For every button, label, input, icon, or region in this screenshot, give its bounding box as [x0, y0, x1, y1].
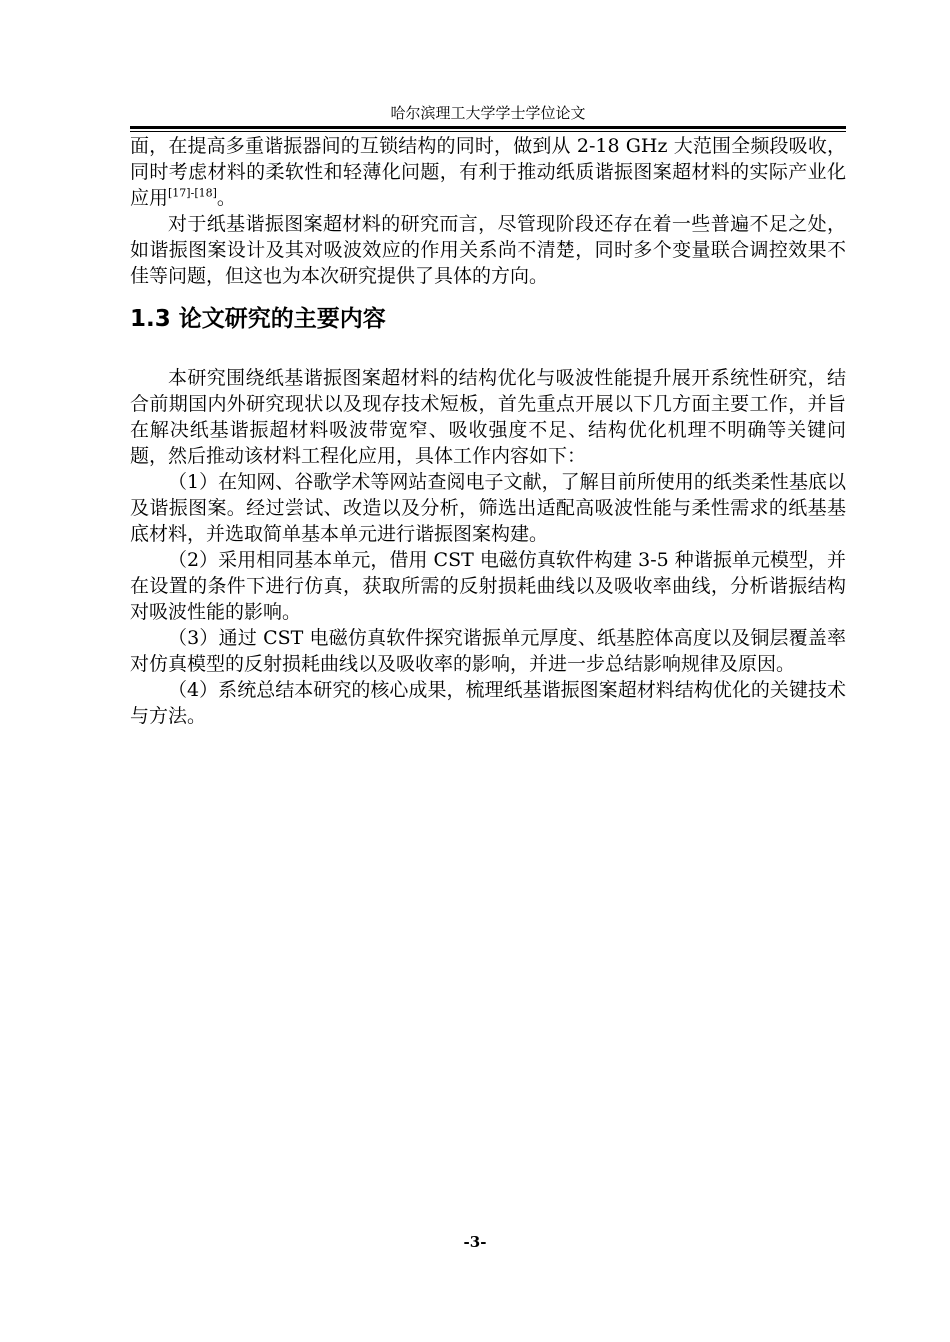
paragraph-section-intro: 本研究围绕纸基谐振图案超材料的结构优化与吸波性能提升展开系统性研究，结合前期国内外研究现状以及现存技术短板，首先重点开展以下几方面主要工作，并旨在解决纸基谐振超材料吸波带宽窄、吸收强度不足、结构优化机理不明确等关键问题，然后推动该材料工程化应用，具体工作内容如下： — [130, 367, 846, 467]
page-number: -3- — [463, 1233, 487, 1251]
page-body — [130, 133, 846, 729]
section-heading: 1.3 论文研究的主要内容 — [130, 306, 386, 332]
paragraph-text: 面，在提高多重谐振器间的互锁结构的同时，做到从 2-18 GHz 大范围全频段吸收，同时考虑材料的柔软性和轻薄化问题，有利于推动纸质谐振图案超材料的实际产业化应用 — [130, 135, 846, 209]
paragraph-end: 。 — [216, 187, 236, 209]
running-header: 哈尔滨理工大学学士学位论文 — [390, 104, 586, 122]
list-item: （2）采用相同基本单元，借用 CST 电磁仿真软件构建 3-5 种谐振单元模型，并在设置的条件下进行仿真，获取所需的反射损耗曲线以及吸收率曲线，分析谐振结构对吸波性能的影响。 — [130, 549, 846, 623]
paragraph-research-gap: 对于纸基谐振图案超材料的研究而言，尽管现阶段还存在着一些普遍不足之处，如谐振图案设计及其对吸波效应的作用关系尚不清楚，同时多个变量联合调控效果不佳等问题，但这也为本次研究提供了具体的方向。 — [130, 213, 846, 287]
paragraph-continuation — [130, 133, 846, 211]
list-item: （3）通过 CST 电磁仿真软件探究谐振单元厚度、纸基腔体高度以及铜层覆盖率对仿真模型的反射损耗曲线以及吸收率的影响，并进一步总结影响规律及原因。 — [130, 627, 846, 675]
list-item: （1）在知网、谷歌学术等网站查阅电子文献，了解目前所使用的纸类柔性基底以及谐振图案。经过尝试、改造以及分析，筛选出适配高吸波性能与柔性需求的纸基基底材料，并选取简单基本单元进行谐振图案构建。 — [130, 471, 846, 545]
header-rule-thin — [130, 131, 846, 132]
list-item: （4）系统总结本研究的核心成果，梳理纸基谐振图案超材料结构优化的关键技术与方法。 — [130, 679, 846, 727]
header-rule-thick — [130, 126, 846, 129]
citation: [17]-[18] — [168, 186, 217, 200]
